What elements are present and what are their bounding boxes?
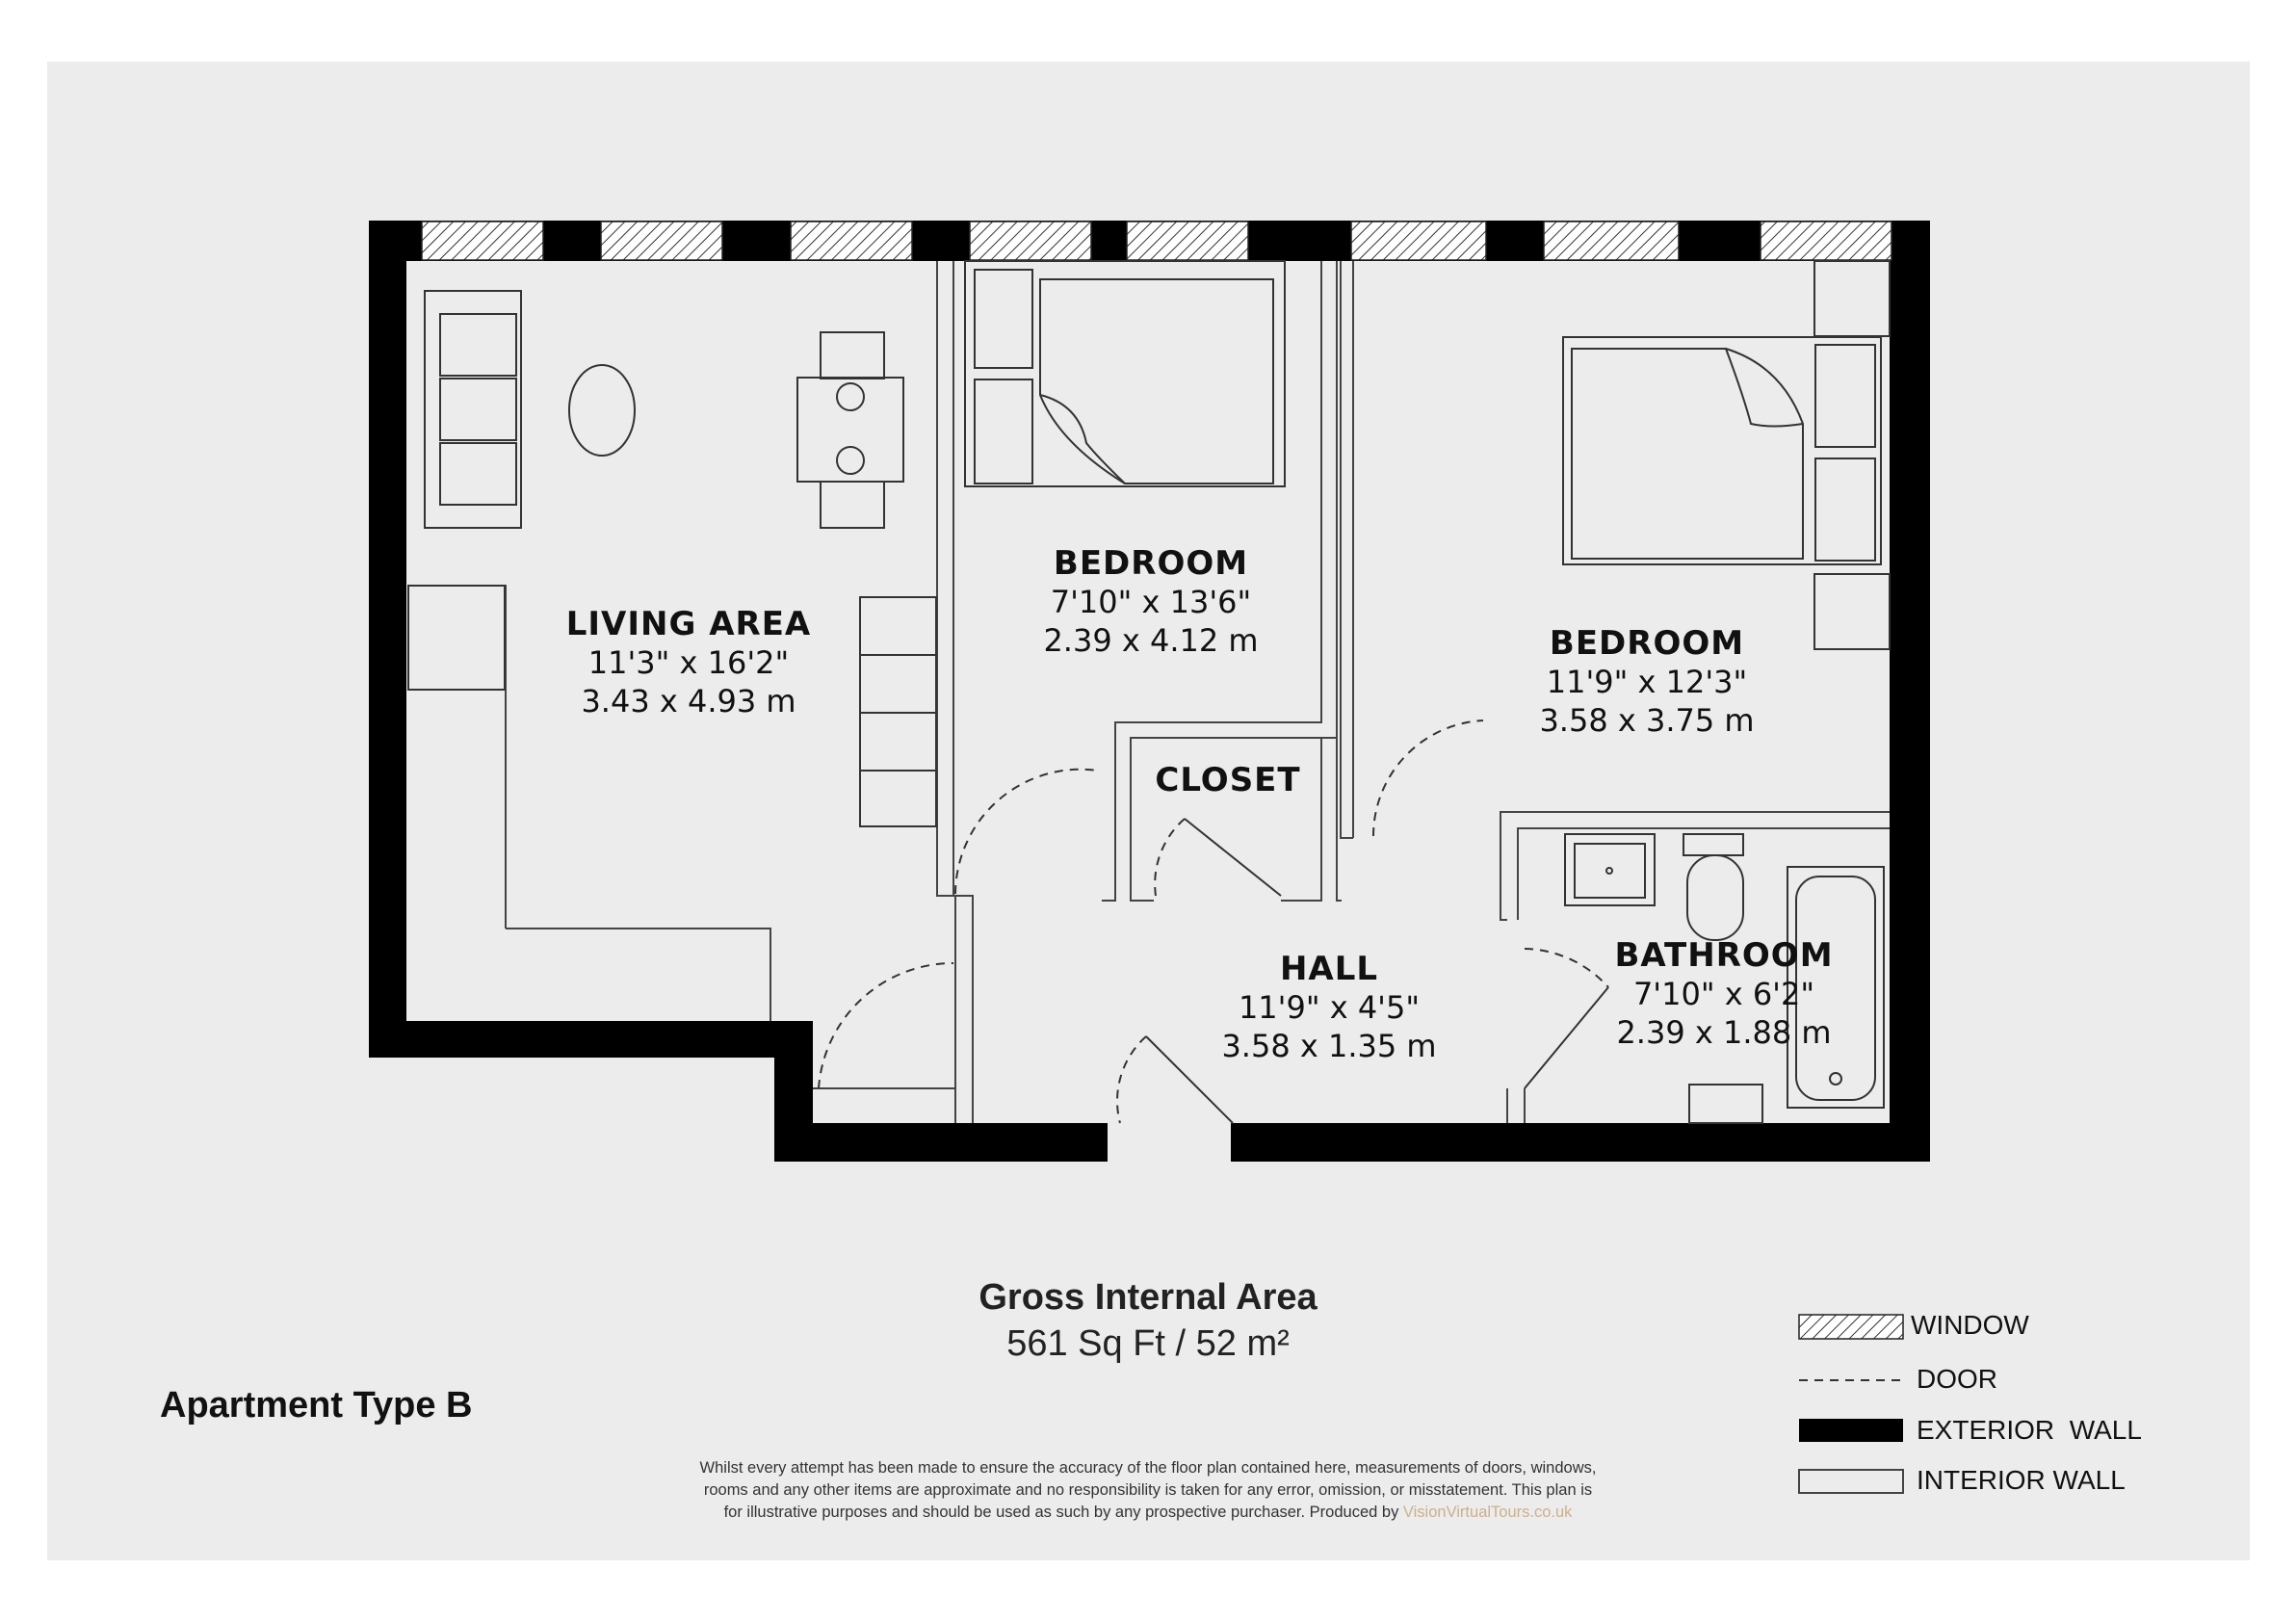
room-dim-metric: 3.43 x 4.93 m bbox=[581, 683, 796, 719]
exterior-wall-bottom-left bbox=[774, 1123, 1108, 1162]
sofa-cushion bbox=[440, 379, 516, 440]
toilet-cistern bbox=[1683, 834, 1743, 855]
room-name: LIVING AREA bbox=[565, 605, 812, 643]
legend-label-door: DOOR bbox=[1917, 1364, 1997, 1394]
tv-unit bbox=[408, 586, 505, 690]
window bbox=[1544, 222, 1679, 260]
exterior-wall-left bbox=[369, 221, 406, 1058]
interior-wall-living-divider bbox=[506, 929, 770, 1021]
cabinet bbox=[1689, 1085, 1762, 1123]
room-name: CLOSET bbox=[1155, 761, 1301, 799]
legend-label-window: WINDOW bbox=[1911, 1310, 2029, 1340]
bathtub-drain bbox=[1830, 1073, 1841, 1085]
room-dim-imperial: 11'3" x 16'2" bbox=[587, 644, 790, 681]
interior-wall-bathroom-left bbox=[1500, 838, 1507, 920]
disclaimer-line: rooms and any other items are approximate and no responsibility is taken for any error, omission, or misstatement. This plan is bbox=[703, 1481, 1593, 1499]
room-name: BEDROOM bbox=[1549, 624, 1745, 663]
door-entrance bbox=[1117, 1036, 1146, 1123]
window bbox=[970, 222, 1091, 260]
room-name: BEDROOM bbox=[1053, 544, 1249, 583]
exterior-wall-living-bottom bbox=[369, 1021, 813, 1058]
bedside-table bbox=[1815, 345, 1875, 447]
sink-unit bbox=[1565, 834, 1655, 905]
gross-internal-area-title: Gross Internal Area bbox=[978, 1277, 1318, 1318]
room-label-bathroom bbox=[1570, 936, 1878, 1052]
room-label-closet bbox=[1132, 761, 1324, 799]
room-dim-imperial: 7'10" x 6'2" bbox=[1632, 976, 1815, 1012]
bed bbox=[965, 261, 1285, 486]
room-label-living-area bbox=[535, 605, 843, 720]
room-dim-metric: 3.58 x 3.75 m bbox=[1539, 702, 1755, 739]
window bbox=[1127, 222, 1248, 260]
interior-wall-bedroom-right bbox=[1341, 261, 1353, 838]
legend-label-exterior-wall: EXTERIOR WALL bbox=[1917, 1415, 2142, 1445]
room-dim-metric: 3.58 x 1.35 m bbox=[1221, 1028, 1437, 1064]
room-dim-imperial: 11'9" x 12'3" bbox=[1546, 664, 1748, 700]
bed-cover bbox=[1572, 349, 1803, 559]
producer-credit: VisionVirtualTours.co.uk bbox=[1402, 1504, 1573, 1521]
dining-table bbox=[797, 378, 903, 482]
door-closet-leaf bbox=[1185, 819, 1281, 896]
bedside-table bbox=[975, 379, 1032, 484]
exterior-wall-right bbox=[1890, 221, 1930, 1162]
sink-basin bbox=[1575, 844, 1645, 898]
disclaimer-line: for illustrative purposes and should be used as such by any prospective purchaser. Produced by bbox=[723, 1504, 1399, 1521]
legend-label-interior-wall: INTERIOR WALL bbox=[1917, 1465, 2126, 1495]
room-dim-metric: 2.39 x 1.88 m bbox=[1616, 1014, 1832, 1051]
room-dim-imperial: 11'9" x 4'5" bbox=[1238, 989, 1421, 1026]
windows bbox=[422, 222, 1892, 260]
bed-cover bbox=[1040, 279, 1273, 484]
door-living bbox=[819, 963, 953, 1088]
sink-drain bbox=[1606, 868, 1612, 874]
window bbox=[1761, 222, 1892, 260]
interior-wall-hall-bottom bbox=[813, 1088, 955, 1123]
wardrobe bbox=[1814, 574, 1890, 649]
exterior-wall-bottom-right bbox=[1231, 1123, 1930, 1162]
door-bedroom-right bbox=[1373, 720, 1483, 836]
door-bedroom-left bbox=[955, 770, 1098, 894]
sofa-cushion bbox=[440, 443, 516, 505]
window bbox=[601, 222, 722, 260]
gross-internal-area-value: 561 Sq Ft / 52 m² bbox=[1006, 1323, 1290, 1364]
disclaimer-line: Whilst every attempt has been made to ensure the accuracy of the floor plan contained here, measurements of doors, windows, bbox=[699, 1459, 1597, 1477]
door-closet bbox=[1155, 819, 1185, 896]
bed-cover-fold bbox=[1040, 395, 1125, 484]
coffee-table bbox=[569, 365, 635, 456]
plate bbox=[837, 383, 864, 410]
room-label-hall bbox=[1170, 950, 1488, 1065]
room-label-bedroom-1 bbox=[992, 544, 1310, 660]
bed bbox=[1563, 337, 1881, 564]
dining-chair bbox=[821, 482, 884, 528]
legend-exterior-wall-symbol bbox=[1799, 1419, 1903, 1442]
window bbox=[1351, 222, 1486, 260]
room-dim-imperial: 7'10" x 13'6" bbox=[1050, 584, 1252, 620]
toilet-seat bbox=[1687, 855, 1743, 940]
bedside-table bbox=[1815, 458, 1875, 561]
apartment-type: Apartment Type B bbox=[160, 1385, 473, 1426]
sofa-cushion bbox=[440, 314, 516, 376]
room-label-bedroom-2 bbox=[1488, 624, 1806, 740]
window bbox=[791, 222, 912, 260]
disclaimer bbox=[616, 1457, 1680, 1524]
plate bbox=[837, 447, 864, 474]
bed-cover-fold bbox=[1726, 349, 1803, 427]
room-name: HALL bbox=[1279, 950, 1379, 988]
dining-chair bbox=[821, 332, 884, 379]
room-name: BATHROOM bbox=[1614, 936, 1834, 975]
window bbox=[422, 222, 543, 260]
wardrobe bbox=[975, 270, 1032, 368]
room-dim-metric: 2.39 x 4.12 m bbox=[1043, 622, 1259, 659]
legend-interior-wall-symbol bbox=[1799, 1470, 1903, 1493]
wardrobe bbox=[1814, 261, 1890, 336]
